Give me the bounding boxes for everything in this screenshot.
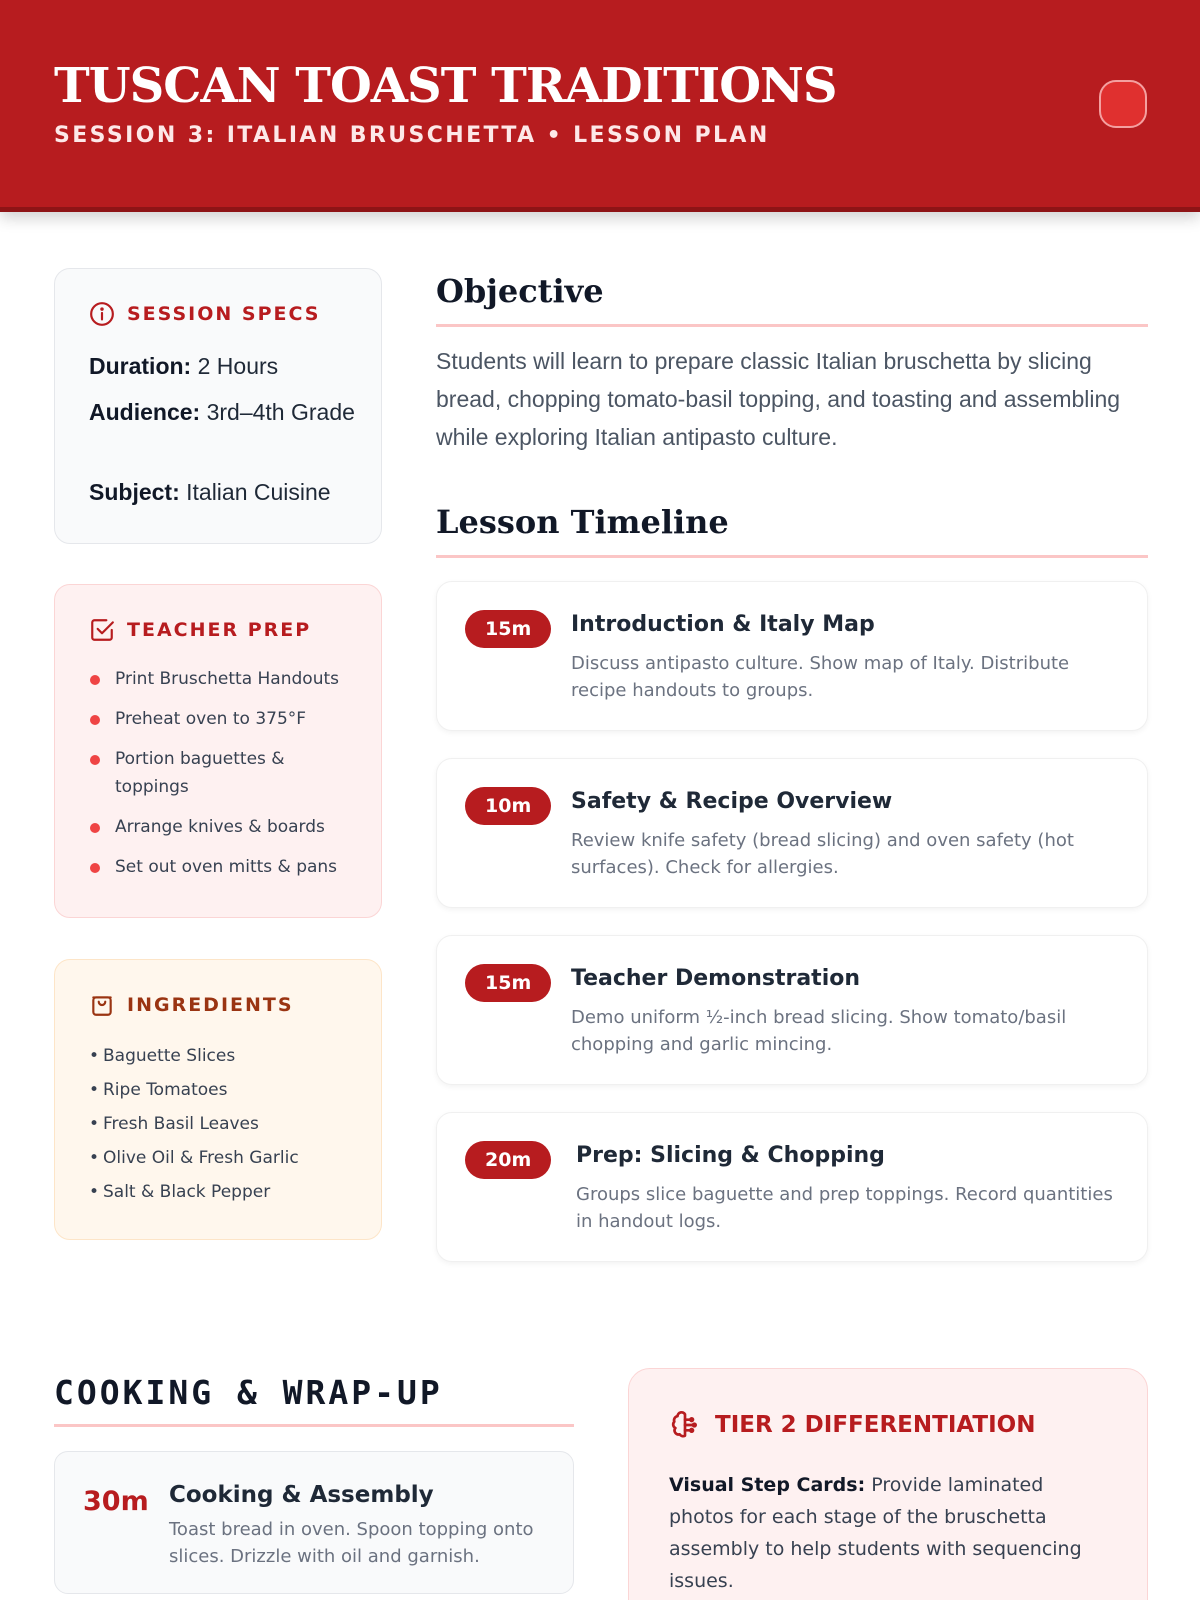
timeline-step bbox=[436, 581, 1148, 731]
session-specs-heading bbox=[89, 301, 320, 327]
checkbox-icon bbox=[89, 617, 115, 643]
step-duration-badge: 20m bbox=[465, 1141, 551, 1179]
ingredients-heading bbox=[89, 992, 294, 1018]
list-item: Set out oven mitts & pans bbox=[89, 853, 359, 881]
teacher-prep-list bbox=[89, 665, 359, 893]
differentiation-strategy-text: Provide laminated photos for each stage of the bruschetta assembly to help students with sequencing issues. bbox=[669, 1474, 1082, 1592]
step-duration-badge: 10m bbox=[465, 787, 551, 825]
list-item bbox=[89, 1044, 359, 1068]
ingredient-name: Salt & Black Pepper bbox=[103, 1182, 271, 1202]
timeline-step bbox=[436, 758, 1148, 908]
bullet: • bbox=[89, 1182, 100, 1202]
list-item bbox=[89, 1112, 359, 1136]
spec-subject-label: Subject: bbox=[89, 479, 180, 505]
wrapup-heading: COOKING & WRAP-UP bbox=[54, 1373, 574, 1427]
session-specs-label: SESSION SPECS bbox=[127, 303, 321, 325]
bullet: • bbox=[89, 1148, 100, 1168]
step-title: Safety & Recipe Overview bbox=[571, 789, 893, 814]
step-title: Prep: Slicing & Chopping bbox=[576, 1143, 885, 1168]
spec-duration-label: Duration: bbox=[89, 353, 192, 379]
step-title: Introduction & Italy Map bbox=[571, 612, 875, 637]
ingredient-name: Olive Oil & Fresh Garlic bbox=[103, 1148, 299, 1168]
wrapup-duration: 30m bbox=[83, 1486, 149, 1517]
page-header bbox=[0, 0, 1200, 212]
teacher-prep-heading bbox=[89, 617, 311, 643]
differentiation-card bbox=[628, 1368, 1148, 1600]
page-subtitle: SESSION 3: ITALIAN BRUSCHETTA • LESSON PLAN bbox=[54, 123, 770, 148]
differentiation-label: TIER 2 DIFFERENTIATION bbox=[715, 1412, 1036, 1438]
ingredients-label: INGREDIENTS bbox=[127, 994, 294, 1016]
wrapup-title: Cooking & Assembly bbox=[169, 1482, 434, 1508]
list-item: Arrange knives & boards bbox=[89, 813, 359, 841]
bullet: • bbox=[89, 1114, 100, 1134]
bullet: • bbox=[89, 1080, 100, 1100]
page-title: TUSCAN TOAST TRADITIONS bbox=[54, 58, 837, 114]
spec-audience bbox=[89, 395, 359, 429]
objective-text: Students will learn to prepare classic Italian bruschetta by slicing bread, chopping tomato-basil topping, and toasting and assembling while exploring Italian antipasto culture. bbox=[436, 348, 1121, 450]
differentiation-strategy-label: Visual Step Cards: bbox=[669, 1474, 866, 1496]
wrapup-card bbox=[54, 1451, 574, 1594]
spec-audience-value: 3rd–4th Grade bbox=[206, 399, 355, 425]
step-title: Teacher Demonstration bbox=[571, 966, 861, 991]
teacher-prep-card bbox=[54, 584, 382, 918]
ingredient-name: Baguette Slices bbox=[103, 1046, 236, 1066]
spec-duration-value: 2 Hours bbox=[197, 353, 279, 379]
step-description: Demo uniform ½-inch bread slicing. Show tomato/basil chopping and garlic mincing. bbox=[571, 1007, 1067, 1055]
ingredients-card bbox=[54, 959, 382, 1240]
step-duration-badge: 15m bbox=[465, 964, 551, 1002]
spec-audience-label: Audience: bbox=[89, 399, 201, 425]
bullet: • bbox=[89, 1046, 100, 1066]
list-item: Portion baguettes & toppings bbox=[89, 745, 359, 801]
list-item bbox=[89, 1180, 359, 1204]
list-item bbox=[89, 1146, 359, 1170]
step-description: Review knife safety (bread slicing) and oven safety (hot surfaces). Check for allergies. bbox=[571, 830, 1074, 878]
session-specs-card bbox=[54, 268, 382, 544]
wrapup-description: Toast bread in oven. Spoon topping onto slices. Drizzle with oil and garnish. bbox=[169, 1519, 534, 1567]
step-description: Discuss antipasto culture. Show map of Italy. Distribute recipe handouts to groups. bbox=[571, 653, 1070, 701]
list-item: Preheat oven to 375°F bbox=[89, 705, 359, 733]
teacher-prep-label: TEACHER PREP bbox=[127, 619, 312, 641]
timeline-heading: Lesson Timeline bbox=[436, 503, 1148, 558]
differentiation-heading bbox=[669, 1409, 1035, 1441]
timeline-step bbox=[436, 935, 1148, 1085]
list-item: Print Bruschetta Handouts bbox=[89, 665, 359, 693]
step-description: Groups slice baguette and prep toppings. Record quantities in handout logs. bbox=[576, 1184, 1113, 1232]
spec-subject bbox=[89, 475, 359, 509]
ingredients-list bbox=[89, 1044, 359, 1214]
list-item bbox=[89, 1078, 359, 1102]
timeline-step bbox=[436, 1112, 1148, 1262]
shopping-bag-icon bbox=[89, 992, 115, 1018]
brain-icon bbox=[669, 1409, 701, 1441]
ingredient-name: Fresh Basil Leaves bbox=[103, 1114, 259, 1134]
objective-heading: Objective bbox=[436, 272, 1148, 327]
ingredient-name: Ripe Tomatoes bbox=[103, 1080, 228, 1100]
differentiation-text bbox=[669, 1469, 1109, 1597]
info-icon bbox=[89, 301, 115, 327]
spec-duration bbox=[89, 349, 359, 383]
step-duration-badge: 15m bbox=[465, 610, 551, 648]
header-status-dot bbox=[1099, 80, 1147, 128]
spec-subject-value: Italian Cuisine bbox=[186, 479, 331, 505]
